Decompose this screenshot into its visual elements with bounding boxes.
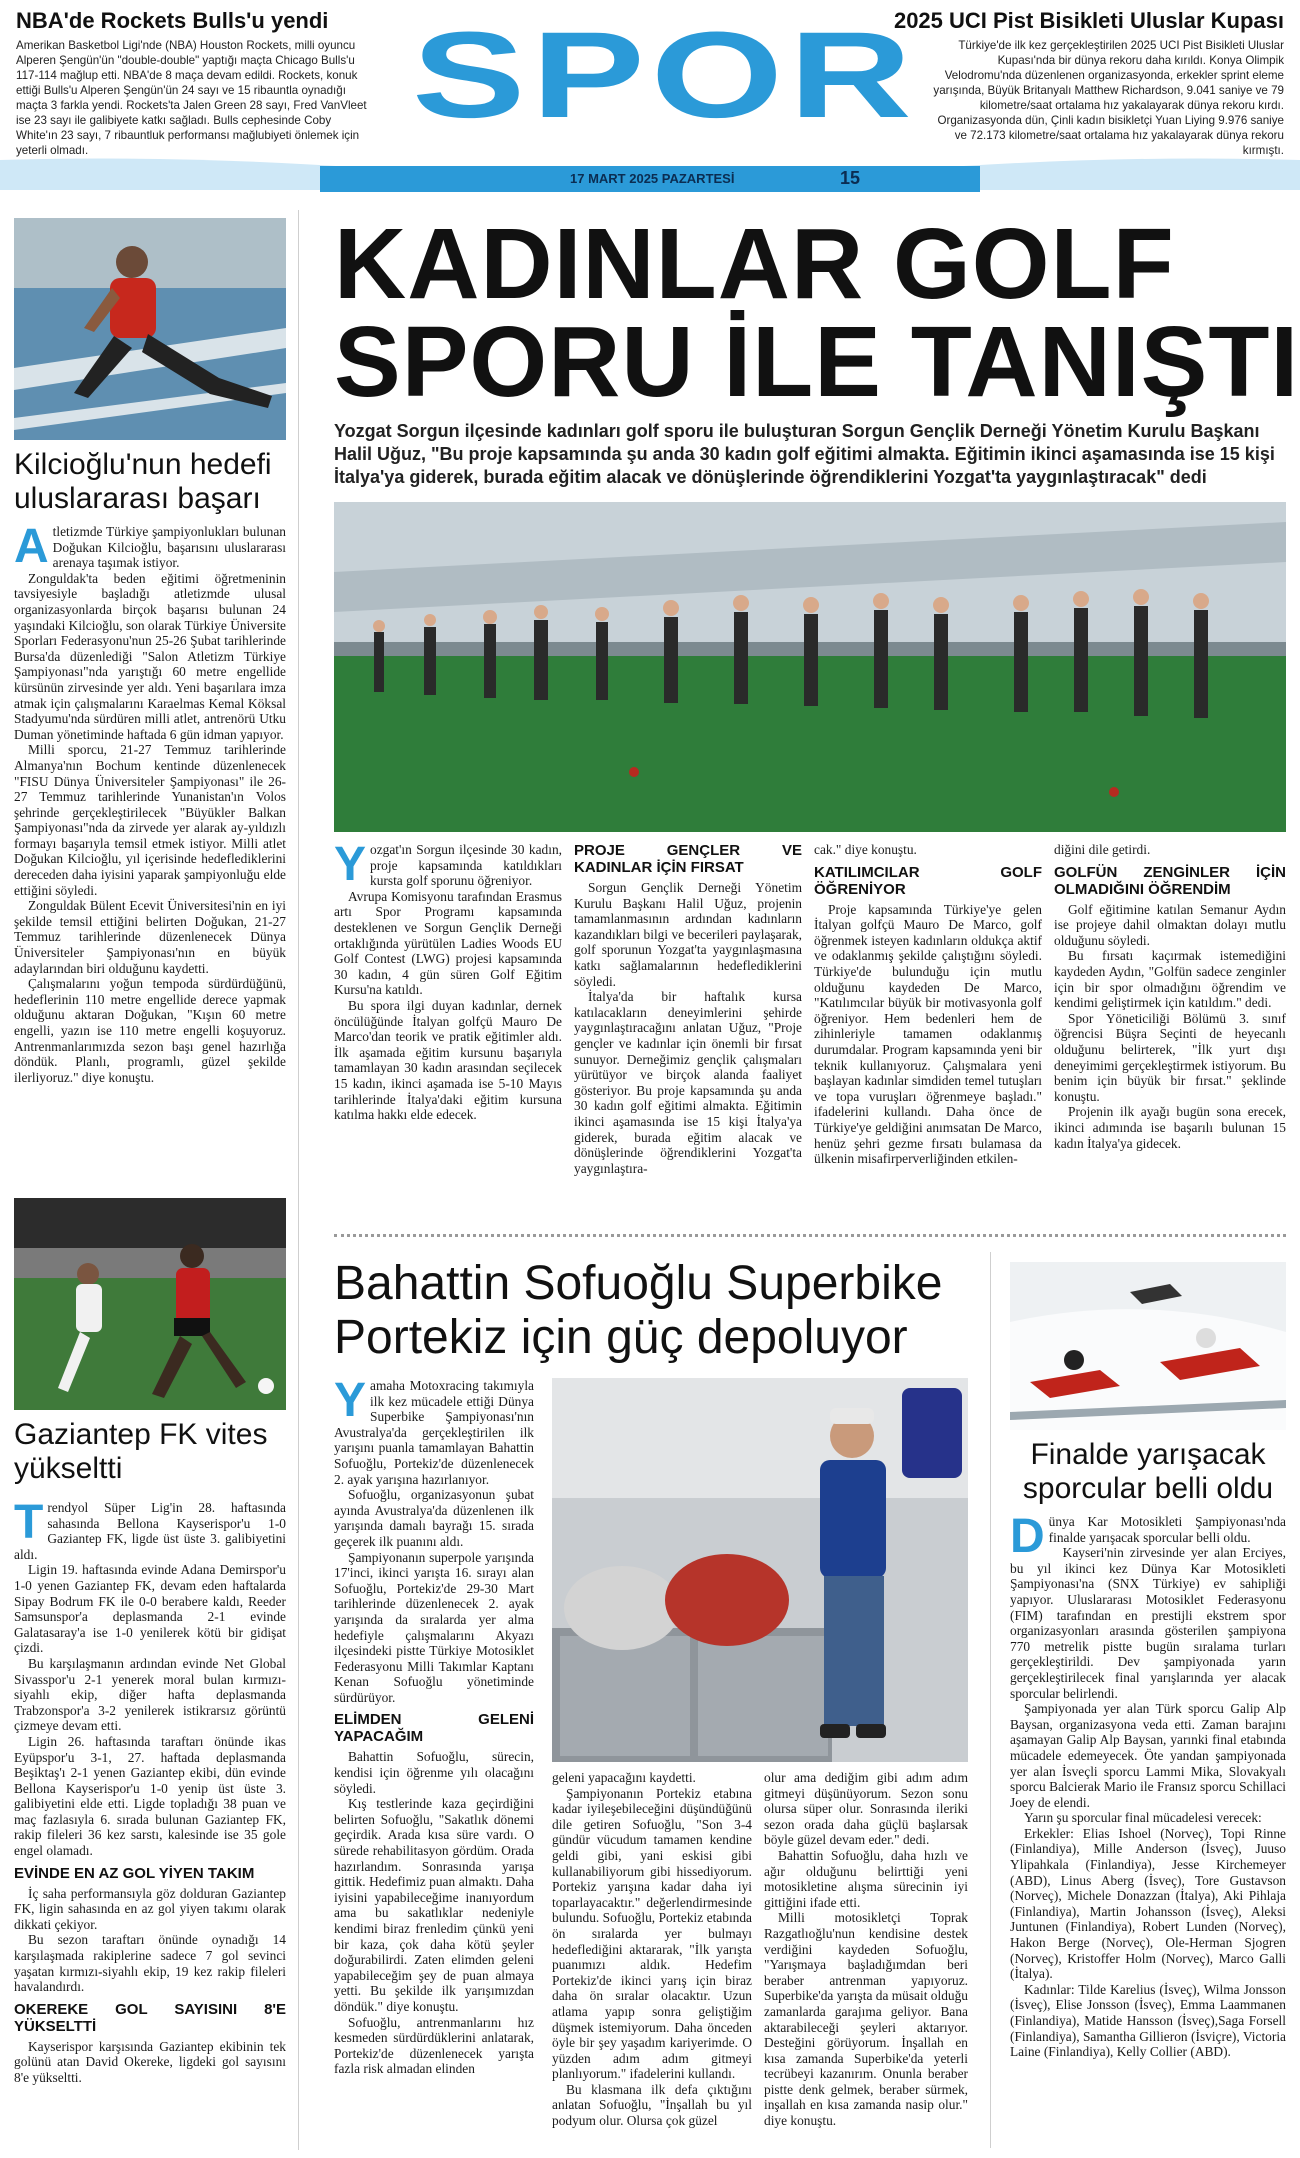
page-number: 15 bbox=[840, 168, 861, 188]
column-divider bbox=[990, 1252, 991, 2148]
paragraph: İtalya'da bir haftalık kursa katılacakların deneyimlerini şehirde yaygınlaştıracağını anlatan Uğuz, "Proje gençler ve kadınlar için önemli bir fırsat sunuyor. Derneğimiz gençlik çalışmaları yürütüyor ve birçok alanda faaliyet gösteriyor. Bu proje kapsamında şu anda 30 kadın golf eğitimi almakta. Eğitimin ikinci aşamasında ise 15 kişi İtalya'ya giderek, burada eğitim alacak ve dönüşlerinde öğrendiklerini Yozgat'ta yaygınlaştıra- bbox=[574, 989, 802, 1176]
paragraph: geleni yapacağını kaydetti. bbox=[552, 1770, 696, 1785]
date-bar bbox=[320, 166, 980, 192]
sofuoglu-photo bbox=[552, 1378, 968, 1762]
masthead bbox=[0, 0, 1300, 190]
paragraph: Bahattin Sofuoğlu, sürecin, kendisi için öğrenme yılı olacağını söyledi. bbox=[334, 1749, 534, 1796]
brief-left-title: NBA'de Rockets Bulls'u yendi bbox=[16, 8, 329, 33]
dropcap: T bbox=[14, 1496, 44, 1549]
paragraph: Şampiyonanın Portekiz etabına kadar iyileşebileceğini düşündüğünü dile getiren Sofuoğlu, "Son 3-4 gündür vücudum tamamen kendine geldi gibi, yani eskisi gibi kullanabiliyorum gibi hissediyorum. Portekiz yarışına kadar daha iyi toparlayacaktır." değerlendirmesinde bulundu. Sofuoğlu, Portekiz etabında ön sıralarda yer bulmayı hedeflediğini aktararak, "İlk yarışta puanımızı aldık. Hedefim Portekiz'de ikinci yarış için biraz daha ön sıralar olacaktır. Uzun atlama yapıp sonra geliştiğim düşmek istemiyorum. Daha önceden öyle bir şey yaşadım kariyerimde. O yüzden adım adım gitmeyi planlıyorum." ifadelerini kullandı. bbox=[552, 1785, 752, 2082]
subheading: GOLFÜN ZENGİNLER İÇİN OLMADIĞINI ÖĞRENDİM bbox=[1054, 863, 1286, 898]
paragraph: ünya Kar Motosikleti Şampiyonası'nda finalde yarışacak sporcular belli oldu. bbox=[1048, 1514, 1286, 1545]
golf-photo bbox=[334, 502, 1286, 832]
subheading: ELİMDEN GELENİ YAPACAĞIM bbox=[334, 1711, 534, 1746]
paragraph: cak." diye konuştu. bbox=[814, 842, 917, 857]
issue-date: 17 MART 2025 PAZARTESİ bbox=[570, 171, 735, 186]
brief-right-title: 2025 UCI Pist Bisikleti Uluslar Kupası bbox=[893, 8, 1284, 33]
paragraph: tletizmde Türkiye şampiyonlukları bulunan Doğukan Kilcioğlu, başarısını uluslararası arenaya taşımak istiyor. bbox=[52, 524, 286, 571]
paragraph: Sofuoğlu, antrenmanlarını hız kesmeden sürdürdüklerini anlatarak, Portekiz'de düzenlenecek yarışta fazla risk almadan elinden bbox=[334, 2014, 534, 2077]
paragraph: Bahattin Sofuoğlu, daha hızlı ve ağır olduğunu belirttiği yeni motosikletine alışma sürecinin iyi gittiğini ifade etti. bbox=[764, 1847, 968, 1910]
paragraph: Kadınlar: Tilde Karelius (İsveç), Wilma Jonsson (İsveç), Elise Jonsson (İsveç), Emma Laammanen (Finlandiya), Matide Hansson (İsveç),Saga Forsell (Finlandiya), Samantha Gillieron (İsviçre), Victoria Laine (Finlandiya), Kelly Collier (ABD). bbox=[1010, 1981, 1286, 2060]
paragraph: Bu sezon taraftarı önünde oynadığı 14 karşılaşmada rakiplerine sadece 7 gol sevinci yaşatan kırmızı-siyahlı ekip, 19 kez rakip fileleri havalandırdı. bbox=[14, 1932, 286, 1995]
football-photo bbox=[14, 1198, 286, 1410]
paragraph: Spor Yöneticiliği Bölümü 3. sınıf öğrencisi Büşra Seçinti de heyecanlı olduğunu belirterek, "İlk yurt dışı deneyimimi gerçekleştirmek istiyorum. Bu benim için büyük bir fırsat." şeklinde konuştu. bbox=[1054, 1010, 1286, 1104]
paragraph: Şampiyonada yer alan Türk sporcu Galip Alp Baysan, organizasyona veda etti. Zaman barajını aşamayan Galip Alp Baysan, yarınki final etabında mücadele edemeyecek. Öte yandan şampiyonada yer alan İsveçli sporcu Lammi Mika, Slovakyalı sporcu Balcierak Mario ile Fransız sporcu Schillaci Joey de elendi. bbox=[1010, 1701, 1286, 1810]
paragraph: Milli motosikletçi Toprak Razgatlıoğlu'nun kendisine destek verdiğini kaydeden Sofuoğlu, "Yarışmaya başladığımdan beri beraber antrenman yapıyoruz. Superbike'da yarışta da müsait olduğu zamanlarda garajıma geliyor. Bana aktarabileceği şeyleri aktarıyor. Desteğini görüyorum. İnşallah en kısa zamanda Superbike'da yeterli tecrübeyi kazanırım. Onunla beraber pistte denk gelmek, beraber sürmek, inşallah en kısa zamanda nasip olur." diye konuştu. bbox=[764, 1910, 968, 2129]
subheading: OKEREKE GOL SAYISINI 8'E YÜKSELTTİ bbox=[14, 2000, 286, 2035]
paragraph: ozgat'ın Sorgun ilçesinde 30 kadın, proje kapsamında katıldıkları kursta golf sporunu öğreniyor. bbox=[370, 842, 562, 889]
subheading: EVİNDE EN AZ GOL YİYEN TAKIM bbox=[14, 1864, 255, 1882]
main-col-4 bbox=[1054, 842, 1286, 1151]
dropcap: A bbox=[14, 520, 49, 573]
snowmobile-photo bbox=[1010, 1262, 1286, 1430]
paragraph: Ligin 19. haftasında evinde Adana Demirspor'u 1-0 yenen Gaziantep FK, devam eden haftalarda Sipay Bodrum FK ile 0-0 berabere kaldı, Reeder Samsunspor'a deplasmanda 2-1 evinde Galatasaray'a ise 1-0 yenilerek kötü bir gidişat çizdi. bbox=[14, 1562, 286, 1656]
paragraph: Kayserispor karşısında Gaziantep ekibinin tek golünü atan David Okereke, ligdeki gol sayısını 8'e yükseltti. bbox=[14, 2038, 286, 2085]
paragraph: Avrupa Komisyonu tarafından Erasmus artı Spor Programı kapsamında desteklenen ve Sorgun Gençlik Derneği ortaklığında yürütülen Ladies Woods EU Golf Contest (LWG) projesi kapsamında 30 kadın, 4 gün süren Golf Eğitim Kursu'na katıldı. bbox=[334, 888, 562, 998]
paragraph: Projenin ilk ayağı bugün sona erecek, ikinci adımında ise başarılı bulunan 15 kadın İtalya'ya gidecek. bbox=[1054, 1104, 1286, 1151]
finalde-headline: Finalde yarışacak sporcular belli oldu bbox=[1022, 1438, 1274, 1505]
paragraph: Milli sporcu, 21-27 Temmuz tarihlerinde Almanya'nın Bochum kentinde düzenlenecek "FISU Dünya Üniversiteler Şampiyonası" ile 26-27 Temmuz tarihlerinde Yunanistan'ın Volos şehrinde gerçekleştirilecek "Büyükler Balkan Şampiyonası"nda da zirvede yer alarak ay-yıldızlı formayı başarıyla temsil etmek istiyor. Milli atlet Doğukan Kilcioğlu, yıl içerisinde hedeflediklerini dereceden daha iyisini yaparak şampiyonluğu elde ettiğini söyledi. bbox=[14, 742, 286, 898]
paragraph: rendyol Süper Lig'in 28. haftasında sahasında Bellona Kayserispor'u 1-0 Gaziantep FK, ligde üst üste 3. galibiyetini aldı. bbox=[14, 1500, 286, 1562]
paragraph: Bu karşılaşmanın ardından evinde Net Global Sivasspor'u 2-1 yenerek moral bulan kırmızı-siyahlı ekip, diğer hafta deplasmanda Trabzonspor'a 3-2 yenilerek istikrarsız görüntü çizmeye devam etti. bbox=[14, 1655, 286, 1734]
main-lead: Yozgat Sorgun ilçesinde kadınları golf sporu ile buluşturan Sorgun Gençlik Derneği Yönetim Kurulu Başkanı Halil Uğuz, "Bu proje kapsamında şu anda 30 kadın golf eğitimi almakta. Eğitimin ikinci aşamasında ise 15 kişi İtalya'ya giderek, burada eğitim alacak ve dönüşlerinde öğrendiklerini Yozgat'ta yaygınlaştıracak" dedi bbox=[334, 421, 1275, 487]
finalde-article bbox=[1010, 1510, 1286, 2060]
paragraph: Çalışmalarını yoğun tempoda sürdürdüğünü, hedeflerinin 110 metre engellide derece yapmak olduğunu aktaran Doğukan, "Kışın 60 metre engelli, yazın ise 110 metre engelli koşuyoruz. Antrenmanlarımızda sezon başı genel hazırlığa döndük. Planlı, programlı, güzel şekilde ilerliyoruz." diye konuştu. bbox=[14, 976, 286, 1085]
brief-right-text: Türkiye'de ilk kez gerçekleştirilen 2025 UCI Pist Bisikleti Uluslar Kupası'nda bir dünya rekoru daha kırıldı. Konya Olimpik Velodromu'nda düzenlenen organizasyonda, erkekler sprint eleme yarışında, Büyük Britanyalı Matthew Richardson, 9.041 saniye ve 79 kilometre/saat ortalama hız yakalayarak dünya rekoru kırdı. Organizasyonda dün, Çinli kadın bisikletçi Yuan Liying 9.976 saniye ve 72.173 kilometre/saat ortalama hız yakalayarak dünya rekoru kırmıştı. bbox=[933, 39, 1284, 157]
paragraph: Proje kapsamında Türkiye'ye gelen İtalyan golfçü Mauro De Marco, golf öğrenmek isteyen kadınların oldukça aktif ve odaklanmış şekilde çalıştığını söyledi. Türkiye'de bulunduğu için mutlu olduğunu kaydeden De Marco, "Katılımcılar büyük bir motivasyonla golf öğreniyor. Hem bedenleri hem de zihinleriyle tamamen odaklanmış durumdalar. Program kapsamında yeni bir teknik kullanıyoruz. Çalışmalara yeni başlayan kadınlar simdiden temel tutuşları ve topa vuruşları öğrenmeye başladı." ifadelerini kullandı. Daha önce de Türkiye'ye geldiğini anımsatan De Marco, henüz şehri gezme fırsatı bulamasa da ülkenin misafirperverliğinden etkilen- bbox=[814, 901, 1042, 1167]
kilcioglu-headline: Kilcioğlu'nun hedefi uluslararası başarı bbox=[14, 448, 272, 515]
paragraph: Zonguldak Bülent Ecevit Üniversitesi'nin en iyi şekilde temsil ettiğini belirten Doğukan, 21-27 Temmuz tarihlerinde düzenlenecek Dünya Üniversiteler Şampiyonası'nın en büyük adaylarından biri olduğunu kaydetti. bbox=[14, 898, 286, 976]
dropcap: Y bbox=[334, 838, 367, 891]
gaziantep-headline: Gaziantep FK vites yükseltti bbox=[14, 1418, 268, 1485]
paragraph: Bu fırsatı kaçırmak istemediğini kaydeden Aydın, "Golfün sadece zenginler için bir spor olmadığını öğrendim ve kendimi geliştirmek için katıldım." dedi. bbox=[1054, 948, 1286, 1011]
paragraph: diğini dile getirdi. bbox=[1054, 842, 1151, 857]
sofuoglu-col-2 bbox=[552, 1770, 752, 2129]
dropcap: D bbox=[1010, 1510, 1045, 1563]
paragraph: olur ama dediğim gibi adım adım gitmeyi düşünüyorum. Sezon sonu olursa süper olur. Sonrasında ileriki sezon orada daha güçlü başlarsak böyle güzel devam eder." dedi. bbox=[764, 1770, 968, 1848]
paragraph: Sorgun Gençlik Derneği Yönetim Kurulu Başkanı Halil Uğuz, projenin tamamlanmasının ardından kadınların kazandıkları bilgi ve becerileri paylaşarak, golf sporunun Yozgat'ta yaygınlaşmasına katkı sağlamalarının hedeflediklerini söyledi. bbox=[574, 880, 802, 989]
main-col-1 bbox=[334, 838, 562, 1123]
brief-left-text: Amerikan Basketbol Ligi'nde (NBA) Houston Rockets, milli oyuncu Alperen Şengün'ün "double-double" yaptığı maçta Chicago Bulls'u 117-114 mağlup etti. NBA'de 8 maça devam edildi. Rockets, konuk ettiği Bulls'u Alperen Şengün'ün 24 sayı ve 15 ribauntla oynadığı maçta 3 farkla yendi. Rockets'ta Jalen Green 28 sayı, Fred VanVleet ise 23 sayı ile galibiyete katkı sağladı. Bulls cephesinde Coby White'ın 23 sayı, 7 ribauntluk performansı mağlubiyeti önlemek için yeterli olmadı. bbox=[16, 39, 367, 157]
paragraph: Bu klasmana ilk defa çıktığını anlatan Sofuoğlu, "İnşallah bu yıl podyum olur. Olursa çok güzel bbox=[552, 2081, 752, 2129]
main-headline-line1: KADINLAR GOLF bbox=[334, 208, 1175, 320]
subheading: KATILIMCILAR GOLF ÖĞRENİYOR bbox=[814, 863, 1042, 898]
paragraph: Şampiyonanın superpole yarışında 17'inci, ikinci yarışta 16. sırayı alan Sofuoğlu, Portekiz'de 29-30 Mart tarihlerinde düzenlenecek 2. ayak yarışında da sıralarda yer alma hedefiyle çalışmalarını Akyazı ilçesindeki pistte Türkiye Motosiklet Federasyonu Milli Takımlar Kaptanı Kenan Sofuoğlu yönetiminde sürdürüyor. bbox=[334, 1549, 534, 1705]
paragraph: Ligin 26. haftasında taraftarı önünde ikas Eyüpspor'u 3-1, 27. haftada deplasmanda Beşiktaş'ı 2-1 yenen Gaziantep ekibi, dün evinde Bellona Kayserispor'u 1-0 yenip üst üste 3. galibiyetini elde etti. Ligde topladığı 38 puan ve maç fazlasıyla 6. sırada bulunan Gaziantep FK, rakip fileleri 36 kez sarstı, kalesinde ise 35 gole engel olamadı. bbox=[14, 1733, 286, 1859]
sofuoglu-col-3 bbox=[764, 1770, 968, 2129]
paragraph: Sofuoğlu, organizasyonun şubat ayında Avustralya'da düzenlenen ilk yarışında damalı bayrağı 15. sırada geçerek ilk puanını aldı. bbox=[334, 1487, 534, 1549]
paragraph: Kayseri'nin zirvesinde yer alan Erciyes, bu yıl ikinci kez Dünya Kar Motosikleti Şampiyonası'na (SNX Türkiye) ev sahipliği yapıyor. Uluslararası Motosiklet Federasyonu (FIM) tarafından en prestijli ekstrem spor organizasyonları arasında gösterilen şampiyona 770 metrelik pistte bugün sıralama turları gerçekleştirildi. Dev şampiyonada yarın gerçekleştirilecek final yarışlarında yer alacak sporcular belirlendi. bbox=[1010, 1545, 1286, 1701]
main-col-2 bbox=[574, 842, 802, 1176]
athlete-photo bbox=[14, 218, 286, 440]
sofuoglu-headline-line1: Bahattin Sofuoğlu Superbike bbox=[334, 1257, 943, 1310]
paragraph: Zonguldak'ta beden eğitimi öğretmeninin tavsiyesiyle başladığı atletizmde ulusal organizasyonlarda birçok başarısı bulunan 24 yaşındaki Kilcioğlu, son olarak Türkiye Üniversite Sporları Federasyonu'nun 25-26 Şubat tarihlerinde Bursa'da düzenlediği "Salon Atletizm Türkiye Şampiyonası"nda yarıştığı 60 metre engellide kürsünün zirvesinde yer aldı. Yeni başarılara imza atmak için çalışmalarını Karaelmas Kemal Köksal Stadyumu'nda sürdüren milli atlet, antrenörü Utku Duman yönetiminde haftada 6 gün idman yapıyor. bbox=[14, 570, 286, 742]
dropcap: Y bbox=[334, 1374, 367, 1427]
masthead-section-title: SPOR bbox=[412, 6, 918, 144]
sofuoglu-col-1 bbox=[334, 1374, 534, 2077]
section-divider bbox=[334, 1234, 1286, 1237]
column-divider bbox=[298, 210, 299, 2150]
paragraph: Golf eğitimine katılan Semanur Aydın ise projeye dahil olmaktan dolayı mutlu olduğunu söyledi. bbox=[1054, 901, 1286, 948]
paragraph: amaha Motoxracing takımıyla ilk kez mücadele ettiği Dünya Superbike Şampiyonası'nın Avustralya'da gerçekleştirilen ilk yarışını puanla tamamlayan Bahattin Sofuoğlu, Portekiz'de düzenlenecek 2. ayak yarışına hazırlanıyor. bbox=[334, 1378, 534, 1487]
main-col-3 bbox=[814, 842, 1042, 1167]
paragraph: Yarın şu sporcular final mücadelesi verecek: bbox=[1024, 1810, 1262, 1826]
paragraph: İç saha performansıyla göz dolduran Gaziantep FK, ligin sahasında en az gol yiyen takımı olarak dikkati çekiyor. bbox=[14, 1885, 286, 1932]
sofuoglu-headline-line2: Portekiz için güç depoluyor bbox=[334, 1311, 908, 1364]
kilcioglu-article bbox=[14, 520, 286, 1085]
subheading: PROJE GENÇLER VE KADINLAR İÇİN FIRSAT bbox=[574, 842, 802, 876]
gaziantep-article bbox=[14, 1496, 286, 2086]
main-headline-line2: SPORU İLE TANIŞTI bbox=[334, 306, 1300, 418]
paragraph: Bu spora ilgi duyan kadınlar, dernek öncülüğünde İtalyan golfçü Mauro De Marco'dan teorik ve pratik eğitimler aldı. İlk aşamada eğitim kursunu başarıyla tamamlayan 30 kadın arasından seçilecek 15 kadın, ikinci aşamada ise 5-10 Mayıs tarihlerinde İtalya'daki eğitim kursuna katılma hakkı elde edecek. bbox=[334, 997, 562, 1123]
paragraph: Erkekler: Elias Ishoel (Norveç), Topi Rinne (Finlandiya), Mille Anderson (İsveç), Juuso Ylipahkala (Finlandiya), Jesse Kirchemeyer (ABD), Linus Aberg (İsveç), Tore Gustavson (Norveç), Michele Donazzan (İtalya), Aki Pihlaja (Finlandiya), Martin Johansson (İsveç), Aleksi Juntunen (Finlandiya), Robert Lunden (Norveç), Hakon Berge (Norveç), Ole-Herman Sjogren (Norveç), Kristoffer Holm (Norveç), Marco Galli (İtalya). bbox=[1010, 1825, 1286, 1982]
paragraph: Kış testlerinde kaza geçirdiğini belirten Sofuoğlu, "Sakatlık dönemi geçirdik. Arada kısa süre vardı. O sürede rehabilitasyon gördüm. Orada hazırlandım. Sonrasında yarışa gittik. Hedefimiz puan almaktı. Daha iyisini yapabileceğime inanıyordum ama bu sakatlıklar nedeniyle kendimi biraz frenledim çünkü yeni bir kaza, çok daha kötü şeyler doğurabilirdi. Zaten elimden geleni yapabileceğim şey de puan almaya yetti. Bu şekilde ilk yarışımızdan döndük." diye konuştu. bbox=[334, 1796, 534, 2014]
